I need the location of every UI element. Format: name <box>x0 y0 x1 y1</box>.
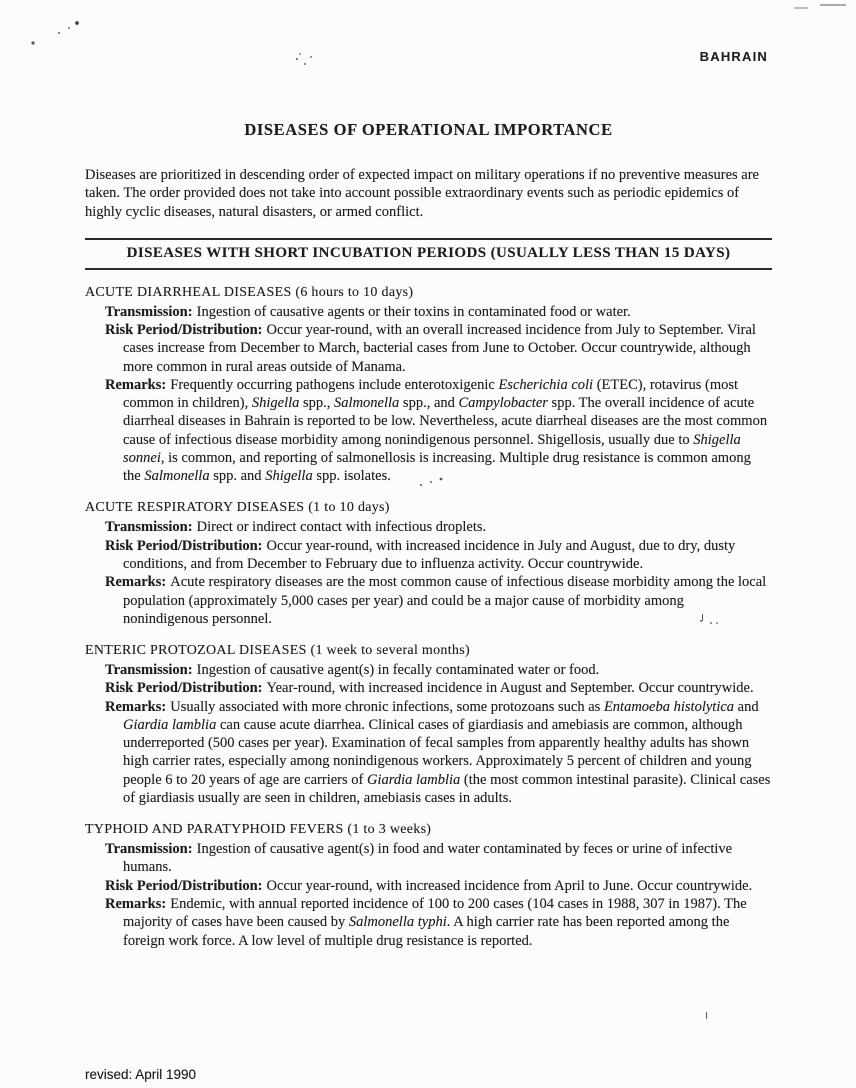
disease-entry-risk-period <box>105 321 772 376</box>
entry-label: Risk Period/Distribution: <box>105 877 263 894</box>
entry-text: Occur year-round, with increased incidence in July and August, due to dry, dusty conditions, and from December to February due to influenza activity. Occur countrywide. <box>123 537 736 572</box>
disease-entry-risk-period <box>105 679 772 697</box>
intro-paragraph: Diseases are prioritized in descending order of expected impact on military operations if no preventive measures are taken. The order provided does not take into account possible extraordinary events such as periodic epidemics of highly cyclic diseases, natural disasters, or armed conflict. <box>85 167 759 220</box>
entry-label: Transmission: <box>105 841 193 858</box>
disease-section-enteric-protozoal <box>85 643 772 807</box>
disease-heading: ACUTE DIARRHEAL DISEASES (6 hours to 10 days) <box>85 284 414 300</box>
entry-text: Endemic, with annual reported incidence of 100 to 200 cases (104 cases in 1988, 307 in 1987). The majority of cases have been caused by Salmonella typhi. A high carrier rate has been reported among the foreign work force. A low level of multiple drug resistance is reported. <box>123 895 747 949</box>
country-label: BAHRAIN <box>699 49 768 64</box>
entry-text: Occur year-round, with increased incidence from April to June. Occur countrywide. <box>266 877 753 894</box>
disease-section-acute-diarrheal <box>85 285 772 486</box>
entry-label: Risk Period/Distribution: <box>105 537 263 554</box>
disease-heading: TYPHOID AND PARATYPHOID FEVERS (1 to 3 weeks) <box>85 822 432 838</box>
disease-entry-risk-period <box>105 537 772 574</box>
disease-entry-remarks <box>105 573 772 628</box>
disease-section-acute-respiratory <box>85 500 772 628</box>
scan-artifact <box>296 58 298 60</box>
disease-entry-transmission <box>105 661 772 679</box>
entry-label: Risk Period/Distribution: <box>105 680 263 697</box>
disease-entry-remarks <box>105 895 772 950</box>
disease-entry-remarks <box>105 698 772 808</box>
entry-text: Usually associated with more chronic infections, some protozoans such as Entamoeba histolytica and Giardia lamblia can cause acute diarrhea. Clinical cases of giardiasis and amebiasis are common, although underreported (500 cases per year). Examination of fecal samples from apparently healthy adults has shown high carrier rates, especially among nonindigenous workers. Approximately 5 percent of children and young people 6 to 20 years of age are carriers of Giardia lamblia (the most common intestinal parasite). Clinical cases of giardiasis usually are seen in children, amebiasis cases in adults. <box>123 698 771 806</box>
entry-text: Frequently occurring pathogens include enterotoxigenic Escherichia coli (ETEC), rotavirus (most common in children), Shigella spp., Salmonella spp., and Campylobacter spp. The overall incidence of acute diarrheal diseases in Bahrain is reported to be low. Nevertheless, acute diarrheal diseases are the most common cause of infectious disease morbidity among nonindigenous personnel. Shigellosis, usually due to Shigella sonnei, is common, and reporting of salmonellosis is increasing. Multiple drug resistance is common among the Salmonella spp. and Shigella spp. isolates. <box>123 376 768 485</box>
scan-artifact <box>420 484 422 486</box>
entry-text: Ingestion of causative agent(s) in food and water contaminated by feces or urine of infective humans. <box>123 841 733 876</box>
disease-entry-transmission <box>105 303 772 321</box>
disease-section-typhoid-paratyphoid <box>85 822 772 950</box>
entry-label: Remarks: <box>105 895 167 912</box>
section-banner: DISEASES WITH SHORT INCUBATION PERIODS (USUALLY LESS THAN 15 DAYS) <box>85 238 772 270</box>
disease-entry-transmission <box>105 840 772 877</box>
entry-text: Ingestion of causative agents or their toxins in contaminated food or water. <box>196 303 631 320</box>
entry-text: Occur year-round, with an overall increased incidence from July to September. Viral cases increase from December to March, bacterial cases from June to October. Occur countrywide, although more common in rural areas outside of Manama. <box>123 322 756 375</box>
entry-text: Year-round, with increased incidence in August and September. Occur countrywide. <box>266 680 754 697</box>
scan-artifact <box>820 4 846 6</box>
entry-label: Remarks: <box>105 376 167 393</box>
entry-text: Direct or indirect contact with infectious droplets. <box>196 519 487 536</box>
entry-label: Remarks: <box>105 698 167 715</box>
disease-heading: ACUTE RESPIRATORY DISEASES (1 to 10 days) <box>85 500 390 516</box>
page-title: DISEASES OF OPERATIONAL IMPORTANCE <box>244 120 613 139</box>
disease-entry-transmission <box>105 518 772 536</box>
entry-text: Ingestion of causative agent(s) in fecally contaminated water or food. <box>196 662 600 679</box>
entry-label: Remarks: <box>105 574 167 591</box>
entry-label: Transmission: <box>105 519 193 536</box>
entry-text: Acute respiratory diseases are the most common cause of infectious disease morbidity among the local population (approximately 5,000 cases per year) and could be a major cause of morbidity among nonindigenous personnel. <box>123 574 767 627</box>
scan-artifact <box>22 14 24 16</box>
scan-artifact <box>706 1012 707 1019</box>
disease-entry-remarks <box>105 376 772 486</box>
scan-artifact <box>794 7 808 9</box>
entry-label: Risk Period/Distribution: <box>105 322 263 339</box>
revision-date: revised: April 1990 <box>85 1067 197 1082</box>
disease-heading: ENTERIC PROTOZOAL DISEASES (1 week to several months) <box>85 643 470 659</box>
entry-label: Transmission: <box>105 303 193 320</box>
scan-artifact <box>702 614 703 621</box>
entry-label: Transmission: <box>105 662 193 679</box>
disease-entry-risk-period <box>105 877 772 895</box>
